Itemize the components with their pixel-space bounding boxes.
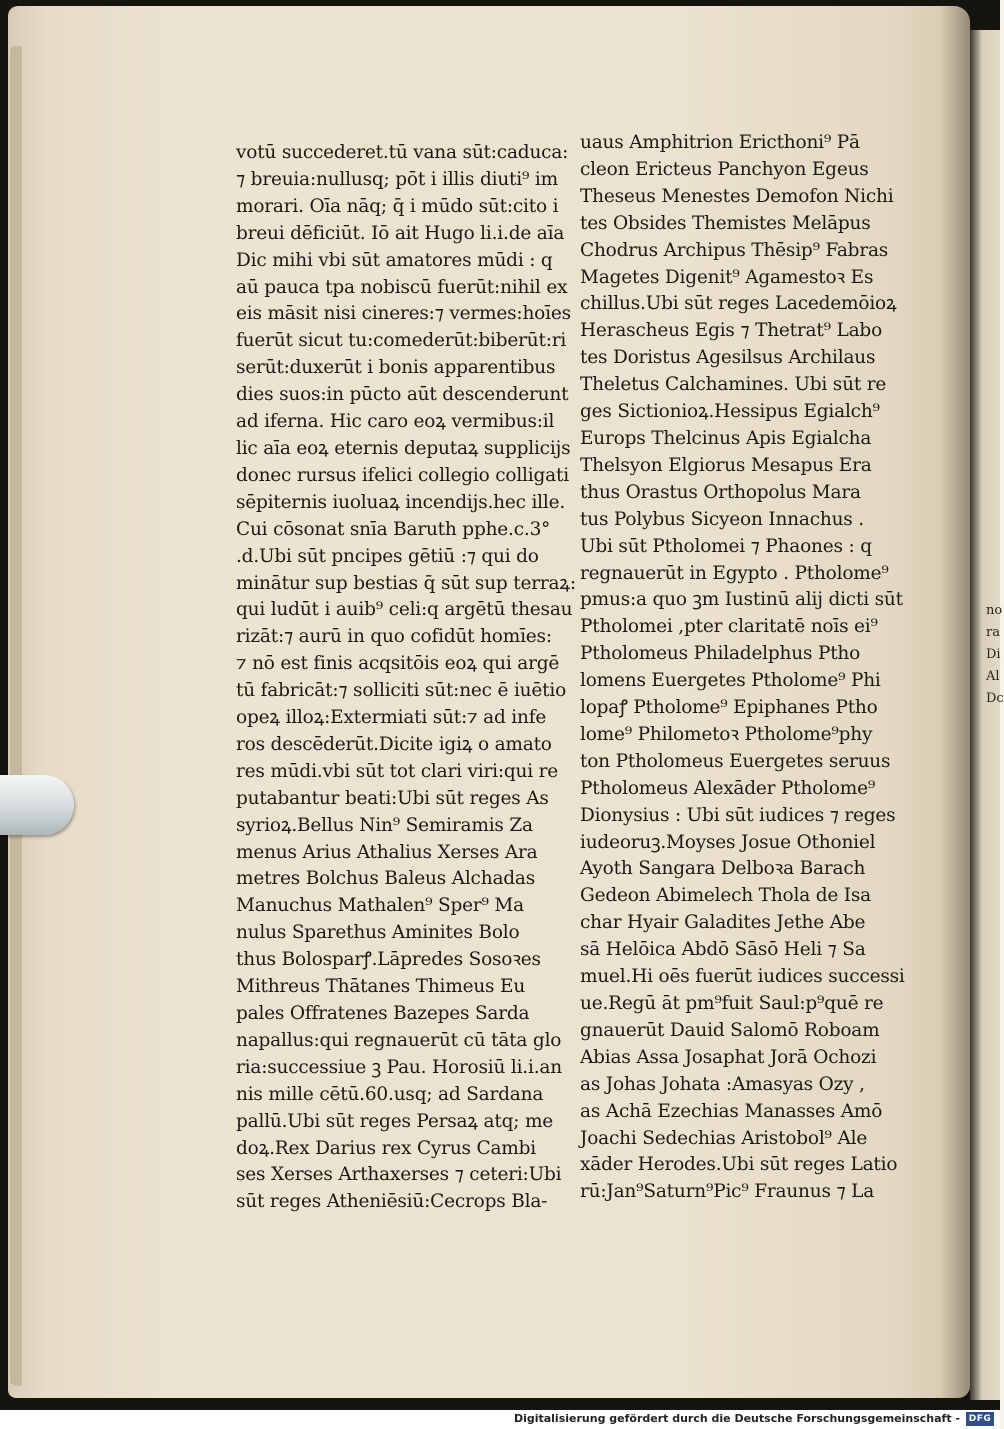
text-line: Theletus Calchamines. Ubi sūt re (580, 374, 887, 396)
text-line: votū succederet.tū vana sūt:caduca: (236, 142, 569, 163)
text-line: minātur sup bestias q̄ sūt sup terraꝝ: (236, 572, 576, 594)
text-line: Herascheus Egis ⁊ Thetrat⁹ Labo (580, 320, 883, 342)
text-line: putabantur beati:Ubi sūt reges As (236, 787, 549, 809)
text-line: thus Bolosparꝭ.Lāpredes Sosoꝛes (236, 949, 541, 971)
text-line: fuerūt sicut tu:comederūt:biberūt:ri (236, 330, 567, 352)
text-line: Ptholomeus Alexāder Ptholome⁹ (580, 777, 876, 799)
page-holder-clip (0, 775, 74, 835)
funding-credit: Digitalisierung gefördert durch die Deutsche Forschungsgemeinschaft - (513, 1412, 960, 1425)
text-line: res mūdi.vbi sūt tot clari viri:qui re (236, 760, 559, 782)
text-line: syrioꝝ.Bellus Nin⁹ Semiramis Za (236, 814, 533, 836)
text-line: metres Bolchus Baleus Alchadas (236, 868, 536, 890)
facing-fragment: no (986, 603, 1003, 618)
gutter-shadow (940, 6, 970, 1398)
text-line: sā Helōica Abdō Sāsō Heli ⁊ Sa (580, 939, 866, 961)
text-line: xāder Herodes.Ubi sūt reges Latio (580, 1154, 898, 1176)
text-line: pallū.Ubi sūt reges Persaꝝ atq; me (236, 1110, 554, 1132)
text-line: uaus Amphitrion Ericthoni⁹ Pā (580, 132, 860, 153)
facing-page-text (986, 600, 1004, 710)
text-line: as Achā Ezechias Manasses Amō (580, 1100, 883, 1122)
text-line: Ubi sūt Ptholomei ⁊ Phaones : q (580, 535, 872, 557)
footer-bar (0, 1410, 1000, 1429)
text-line: ⁊ breuia:nullusq; pōt i illis diuti⁹ im (236, 168, 558, 190)
text-line: tes Doristus Agesilsus Archilaus (580, 347, 876, 369)
text-line: Magetes Digenit⁹ Agamestoꝛ Es (580, 266, 874, 288)
text-line: opeꝝ illoꝝ:Extermiati sūt:⁊ ad infe (236, 707, 547, 729)
facing-fragment: ra (986, 625, 1000, 640)
text-line: chillus.Ubi sūt reges Lacedemōioꝝ (580, 293, 897, 315)
page-stack-edges (10, 46, 22, 1386)
text-line: Joachi Sedechias Aristobol⁹ Ale (580, 1127, 868, 1149)
text-line: tus Polybus Sicyeon Innachus . (580, 508, 864, 530)
text-line: menus Arius Athalius Xerses Ara (236, 841, 538, 863)
text-line: breui dēficiūt. Iō ait Hugo li.i.de aīa (236, 222, 565, 244)
text-line: Manuchus Mathalen⁹ Sper⁹ Ma (236, 895, 524, 917)
text-line: dies suos:in pūcto aūt descenderunt (236, 384, 569, 406)
text-line: napallus:qui regnauerūt cū tāta glo (236, 1029, 562, 1051)
text-line: tū fabricāt:⁊ solliciti sūt:nec ē iuētio (236, 680, 567, 702)
text-line: nis mille cētū.60.usq; ad Sardana (236, 1083, 544, 1105)
text-line: Gedeon Abimelech Thola de Isa (580, 885, 872, 907)
text-line: Cui cōsonat snīa Baruth pphe.c.3° (236, 518, 551, 540)
text-line: cleon Ericteus Panchyon Egeus (580, 158, 869, 180)
text-line: Ayoth Sangara Delboꝛa Barach (580, 858, 866, 880)
text-line: as Johas Johata :Amasyas Ozy , (580, 1073, 865, 1095)
text-line: Ptholomei ,pter claritatē noīs ei⁹ (580, 616, 878, 638)
text-line: Thelsyon Elgiorus Mesapus Era (580, 454, 872, 476)
text-line: eis māsit nisi cineres:⁊ vermes:hoīes (236, 303, 571, 325)
facing-fragment: Dc (986, 691, 1004, 706)
text-line: lomens Euergetes Ptholome⁹ Phi (580, 670, 881, 692)
text-line: Ptholomeus Philadelphus Ptho (580, 643, 861, 665)
text-line: Europs Thelcinus Apis Egialcha (580, 427, 872, 449)
text-line: lopaꝭ Ptholome⁹ Epiphanes Ptho (580, 697, 878, 719)
text-line: ria:successiue ꝫ Pau. Horosiū li.i.an (236, 1056, 562, 1078)
text-line: .d.Ubi sūt pncipes gētiū :⁊ qui do (236, 545, 539, 567)
text-line: thus Orastus Orthopolus Mara (580, 481, 861, 503)
text-line: ros descēderūt.Dicite igiꝝ o amato (236, 733, 552, 755)
text-line: muel.Hi oēs fuerūt iudices successi (580, 966, 905, 988)
text-line: Mithreus Thātanes Thimeus Eu (236, 976, 526, 998)
text-line: pmus:a quo ꝫm Iustinū alij dicti sūt (580, 589, 903, 611)
text-line: donec rursus ifelici collegio colligati (236, 464, 569, 486)
text-line: ue.Regū āt pm⁹fuit Saul:p⁹quē re (580, 993, 884, 1014)
text-line: nulus Sparethus Aminites Bolo (236, 922, 520, 944)
text-line: Abias Assa Josaphat Jorā Ochozi (580, 1046, 877, 1068)
text-line: gnauerūt Dauid Salomō Roboam (580, 1019, 880, 1041)
text-line: char Hyair Galadites Jethe Abe (580, 912, 866, 934)
text-line: pales Offratenes Bazepes Sarda (236, 1003, 530, 1024)
text-line: lome⁹ Philometoꝛ Ptholome⁹phy (580, 723, 873, 745)
text-line: lic aīa eoꝝ eternis deputaꝝ supplicijs (236, 437, 571, 459)
text-line: ⁊ nō est finis acqsitōis eoꝝ qui argē (236, 653, 560, 675)
text-line: sēpiternis iuoluaꝝ incendijs.hec ille. (236, 491, 566, 513)
left-text-column (236, 140, 576, 1216)
text-line: Dic mihi vbi sūt amatores mūdi : q (236, 249, 553, 271)
text-line: doꝝ.Rex Darius rex Cyrus Cambi (236, 1137, 536, 1159)
text-line: morari. Oīa nāq; q̄ i mūdo sūt:cito i (236, 195, 559, 217)
text-line: ton Ptholomeus Euergetes seruus (580, 750, 891, 772)
text-line: iudeoruꝫ.Moyses Josue Othoniel (580, 831, 876, 853)
text-line: Dionysius : Ubi sūt iudices ⁊ reges (580, 804, 896, 826)
text-line: serūt:duxerūt i bonis apparentibus (236, 357, 556, 379)
text-line: Theseus Menestes Demofon Nichi (580, 185, 894, 207)
text-line: ad iferna. Hic caro eoꝝ vermibus:il (236, 411, 555, 433)
text-line: tes Obsides Themistes Melāpus (580, 212, 871, 234)
text-line: rizāt:⁊ aurū in quo cofidūt homīes: (236, 626, 552, 648)
text-line: regnauerūt in Egypto . Ptholome⁹ (580, 562, 889, 584)
dfg-logo: DFG (966, 1412, 994, 1426)
facing-fragment: Di (986, 647, 1001, 662)
facing-page-edge (970, 30, 1004, 1400)
text-line: ses Xerses Arthaxerses ⁊ ceteri:Ubi (236, 1164, 562, 1186)
text-line: ges Sictionioꝝ.Hessipus Egialch⁹ (580, 401, 880, 423)
text-line: sūt reges Atheniēsiū:Cecrops Bla- (236, 1191, 548, 1213)
text-line: Chodrus Archipus Thēsip⁹ Fabras (580, 239, 889, 261)
text-line: qui ludūt i auib⁹ celi:q argētū thesau (236, 599, 573, 621)
text-line: rū:Jan⁹Saturn⁹Pic⁹ Fraunus ⁊ La (580, 1181, 875, 1203)
text-line: aū pauca tpa nobiscū fuerūt:nihil ex (236, 276, 568, 298)
right-text-column (580, 130, 906, 1206)
facing-fragment: Al (986, 669, 1000, 684)
